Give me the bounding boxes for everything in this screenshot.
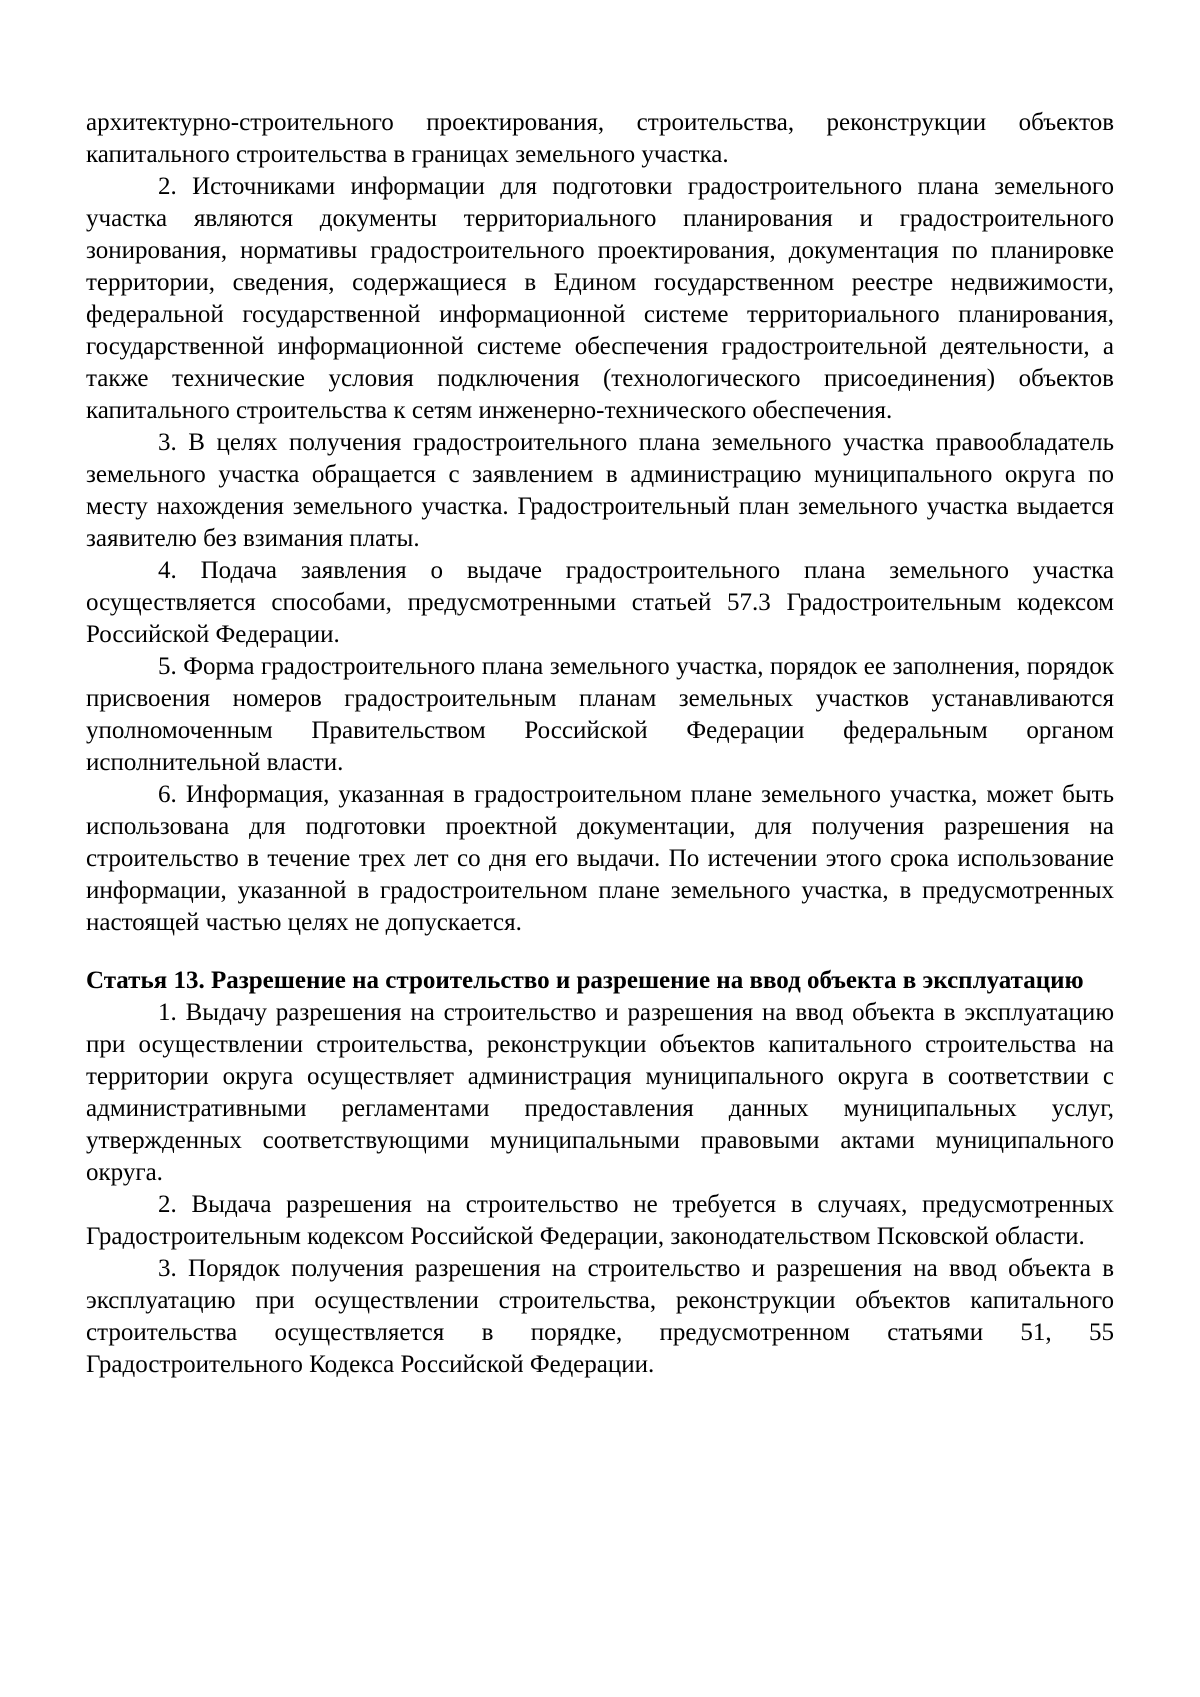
- article-13-paragraph-2: 2. Выдача разрешения на строительство не требуется в случаях, предусмотренных Градостроительным кодексом Российской Федерации, законодательством Псковской области.: [86, 1191, 1114, 1250]
- paragraph-item-5: 5. Форма градостроительного плана земельного участка, порядок ее заполнения, порядок присвоения номеров градостроительным планам земельных участков устанавливаются уполномоченным Правительством Российской Федерации федеральным органом исполнительной власти.: [86, 653, 1114, 776]
- paragraph-item-2: 2. Источниками информации для подготовки градостроительного плана земельного участка являются документы территориального планирования и градостроительного зонирования, нормативы градостроительного проектирования, документация по планировке территории, сведения, содержащиеся в Едином государственном реестре недвижимости, федеральной государственной информационной системе территориального планирования, государственной информационной системе обеспечения градостроительной деятельности, а также технические условия подключения (технологического присоединения) объектов капитального строительства к сетям инженерно-технического обеспечения.: [86, 173, 1114, 424]
- paragraph-item-6: 6. Информация, указанная в градостроительном плане земельного участка, может быть использована для подготовки проектной документации, для получения разрешения на строительство в течение трех лет со дня его выдачи. По истечении этого срока использование информации, указанной в градостроительном плане земельного участка, в предусмотренных настоящей частью целях не допускается.: [86, 781, 1114, 936]
- article-13-paragraph-3: 3. Порядок получения разрешения на строительство и разрешения на ввод объекта в эксплуатацию при осуществлении строительства, реконструкции объектов капитального строительства осуществляется в порядке, предусмотренном статьями 51, 55 Градостроительного Кодекса Российской Федерации.: [86, 1255, 1114, 1378]
- paragraph-item-4: 4. Подача заявления о выдаче градостроительного плана земельного участка осуществляется способами, предусмотренными статьей 57.3 Градостроительным кодексом Российской Федерации.: [86, 557, 1114, 648]
- article-13-heading: Статья 13. Разрешение на строительство и разрешение на ввод объекта в эксплуатацию: [86, 967, 1084, 994]
- article-13-paragraph-1: 1. Выдачу разрешения на строительство и разрешения на ввод объекта в эксплуатацию при осуществлении строительства, реконструкции объектов капитального строительства на территории округа осуществляет администрация муниципального округа в соответствии с административными регламентами предоставления данных муниципальных услуг, утвержденных соответствующими муниципальными правовыми актами муниципального округа.: [86, 999, 1114, 1186]
- paragraph-item-3: 3. В целях получения градостроительного плана земельного участка правообладатель земельного участка обращается с заявлением в администрацию муниципального округа по месту нахождения земельного участка. Градостроительный план земельного участка выдается заявителю без взимания платы.: [86, 429, 1114, 552]
- paragraph-continuation: архитектурно-строительного проектирования, строительства, реконструкции объектов капитального строительства в границах земельного участка.: [86, 109, 1114, 168]
- document-page: [86, 107, 1114, 1381]
